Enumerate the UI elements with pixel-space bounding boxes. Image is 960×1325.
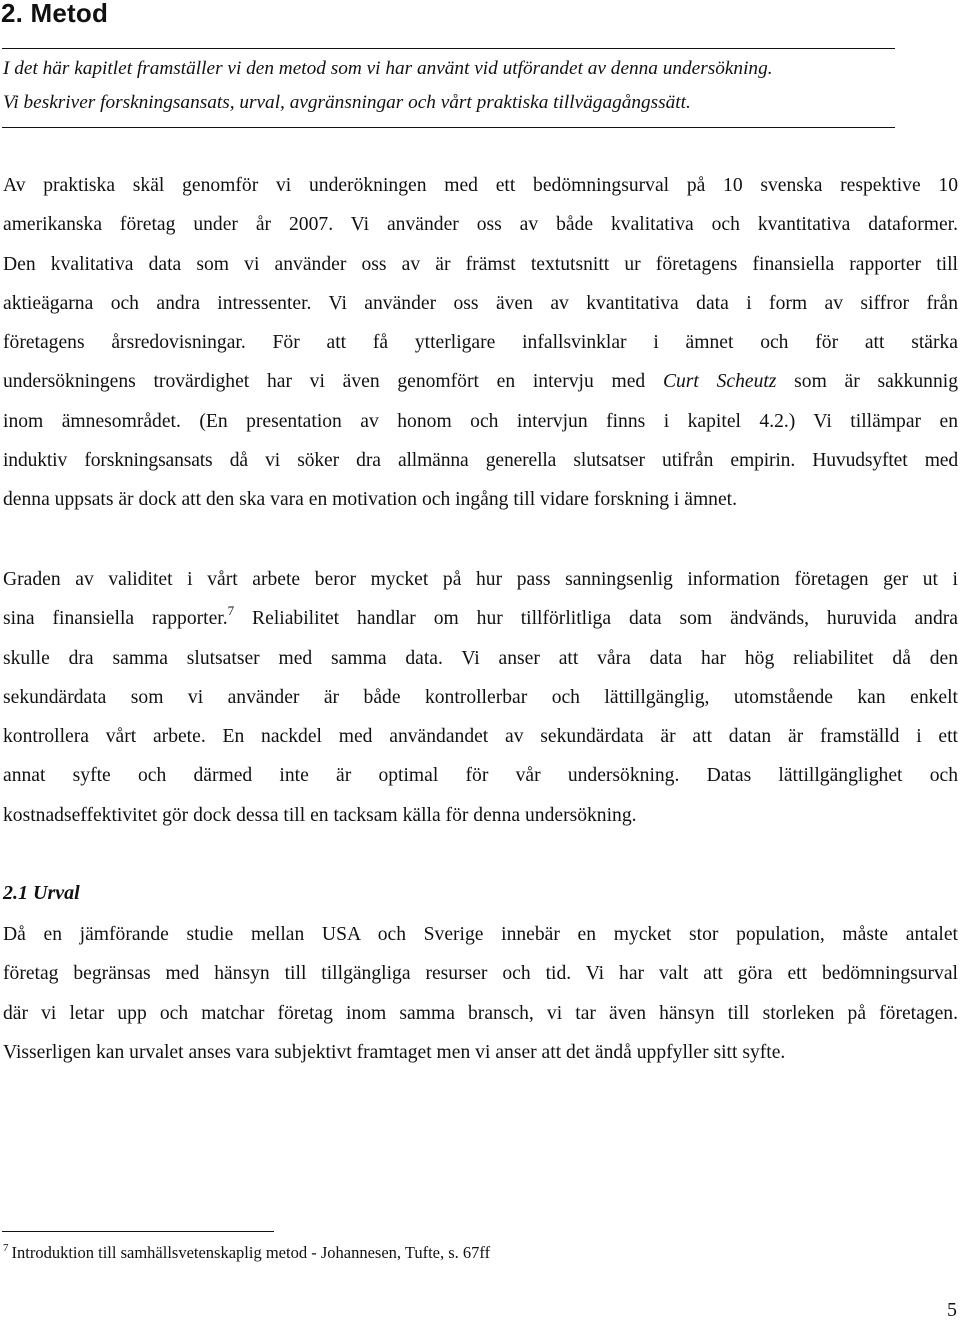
paragraph-selection [3,915,958,1072]
text-fragment: Reliabilitet handlar om hur tillförlitliga data som ändvänds, huruvida andra [234,608,958,630]
text-line: företag begränsas med hänsyn till tillgängliga resurser och tid. Vi har valt att göra ett bedömningsurval [3,963,958,985]
page-number: 5 [947,1299,957,1321]
text-fragment: sina finansiella rapporter. [3,608,228,630]
paragraph-method-approach [3,166,958,520]
intro-line: Vi beskriver forskningsansats, urval, avgränsningar och vårt praktiska tillvägagångssätt. [3,92,691,113]
text-line: aktieägarna och andra intressenter. Vi använder oss även av kvantitativa data i form av siffror från [3,292,958,314]
footnote [3,1238,490,1268]
text-line: där vi letar upp och matchar företag inom samma bransch, vi tar även hänsyn till storleken på företagen. [3,1002,958,1024]
text-line: denna uppsats är dock att den ska vara en motivation och ingång till vidare forskning i ämnet. [3,489,738,511]
subsection-heading: 2.1 Urval [3,882,80,904]
intro-top-rule [2,48,895,49]
intro-line: I det här kapitlet framställer vi den metod som vi har använt vid utförandet av denna undersökning. [3,58,773,79]
footnote-number: 7 [3,1242,9,1254]
text-line: kontrollera vårt arbete. En nackdel med användandet av sekundärdata är att datan är framställd i ett [3,726,958,748]
text-line [3,599,958,638]
text-fragment: som är sakkunnig [776,371,958,393]
intro-bottom-rule [2,127,895,128]
text-line: kostnadseffektivitet gör dock dessa till en tacksam källa för denna undersökning. [3,804,637,826]
interviewee-name: Curt Scheutz [662,371,777,393]
section-heading: 2. Metod [1,0,109,28]
text-line: Av praktiska skäl genomför vi underökningen med ett bedömningsurval på 10 svenska respektive 10 [3,175,958,196]
footnote-reference[interactable]: 7 [227,603,235,619]
text-line: annat syfte och därmed inte är optimal för vår undersökning. Datas lättillgänglighet och [3,765,958,787]
text-fragment: undersökningens trovärdighet har vi även genomfört en intervju med [3,371,663,393]
paragraph-validity-reliability [3,560,958,835]
footnote-text: Introduktion till samhällsvetenskaplig metod - Johannesen, Tufte, s. 67ff [11,1243,491,1262]
intro-text [3,52,773,120]
text-line: inom ämnesområdet. (En presentation av honom och intervjun finns i kapitel 4.2.) Vi tillämpar en [3,410,958,432]
text-line [3,362,958,401]
text-line: amerikanska företag under år 2007. Vi använder oss av både kvalitativa och kvantitativa dataformer. [3,214,958,236]
text-line: Visserligen kan urvalet anses vara subjektivt framtaget men vi anser att det ändå uppfyller sitt syfte. [3,1041,786,1063]
text-line: sekundärdata som vi använder är både kontrollerbar och lättillgänglig, utomstående kan enkelt [3,686,958,708]
text-line: företagens årsredovisningar. För att få ytterligare infallsvinklar i ämnet och för att stärka [3,332,958,354]
text-line: Graden av validitet i vårt arbete beror mycket på hur pass sanningsenlig information företagen ger ut i [3,569,958,590]
text-line: induktiv forskningsansats då vi söker dra allmänna generella slutsatser utifrån empirin. Huvudsyftet med [3,450,958,472]
footnote-separator [2,1231,274,1232]
text-line: Då en jämförande studie mellan USA och Sverige innebär en mycket stor population, måste antalet [3,924,958,945]
text-line: skulle dra samma slutsatser med samma data. Vi anser att våra data har hög reliabilitet då den [3,647,958,669]
text-line: Den kvalitativa data som vi använder oss av är främst textutsnitt ur företagens finansiella rapporter till [3,253,958,275]
